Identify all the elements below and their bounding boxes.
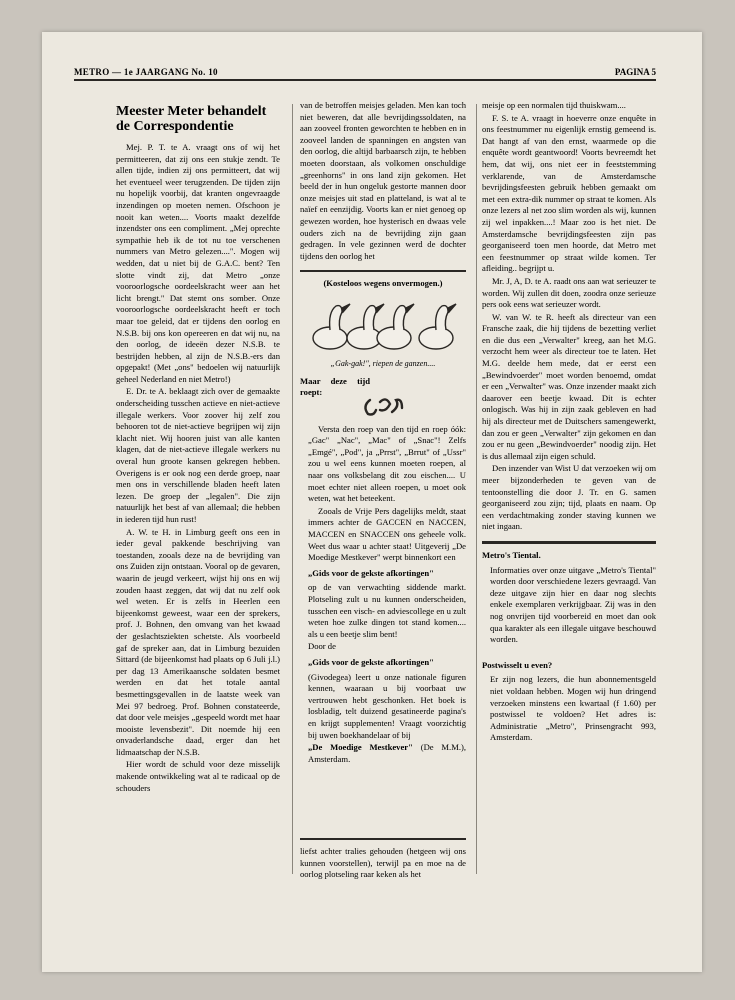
page-header (74, 37, 656, 77)
gids-title: „Gids voor de gekste afkortingen" (308, 567, 434, 578)
publisher-location: (De M.M.), Amsterdam. (308, 742, 466, 764)
publisher-name: „De Moedige Mestkever" (308, 742, 413, 753)
duck-icon (377, 304, 414, 349)
paragraph: E. Dr. te A. beklaagt zich over de gemaakte onderscheiding tusschen actieve en niet-actieve illegale werkers. Voor zoover hij zelf zou behooren tot de niet-actieve begrijpen wij zijn klacht niet. Wij hooren juist van alle kanten klagen, dat de niet-actieve illegale werkers nu overal hun groote kansen gekregen hebben. Overigens is er ook nog een derde groep, naar men ons in verschillende bladen heeft laten lezen. De groep der „legalen". Die zijn natuurlijk het best af van allemaal; die hebben in iederen tijd hun rust! (116, 386, 280, 524)
article-title: Meester Meter behandelt de Correspondentie (116, 104, 267, 134)
paragraph: Informaties over onze uitgave „Metro's Tiental" worden door verschiedene lezers gevraagd. Van deze uitgave zijn hier en daar nog slechts enkele exemplaren verkrijgbaar. Zij was in den nog onvrijen tijd voorbereid en moet dan ook qua karakter als een illegale uitgave beschouwd worden. (490, 564, 656, 645)
letters-doodle-icon (360, 394, 404, 420)
box-rule (300, 270, 466, 272)
postwisselt-heading: Postwisselt u even? (482, 659, 553, 670)
section-rule (482, 541, 656, 544)
paragraph: Hier wordt de schuld voor deze misselijk makende ontwikkeling wat al te radicaal op de schouders (116, 759, 280, 793)
paragraph: Er zijn nog lezers, die hun abonnementsgeld niet voldaan hebben. Mogen wij hun dringend verzoeken minstens een kwartaal (f 1.60) per postwissel te voldoen? Het adres is: Administratie „Metro", Prinsengracht 993, Amsterdam. (490, 674, 656, 743)
paragraph: Mr. J, A, D. te A. raadt ons aan wat serieuzer te worden. Wij zullen dit doen, zoodra onze serieuze pers ook eens wat serieuzer wordt. (482, 275, 656, 310)
paragraph: liefst achter tralies gehouden (hetgeen wij ons kunnen voorstellen), terwijl pa en moe na de oorlog plotseling raar keken als het (300, 846, 466, 880)
header-page-number: PAGINA 5 (614, 67, 656, 77)
paragraph: W. van W. te R. heeft als directeur van een Fransche zaak, die hij tijdens de bezetting verliet en die dus een „Verwalter" kreeg, aan het M.G. verzocht hem weer als directeur toe te laten. Het M.G. deelde hem mede, dat er eerst een „Bewindvoerder" moet worden benoemd, omdat er een „Verwalter" was. Onze inzender maakt zich daarover een beetje kwaad. Dit is echter onlogisch. Was hij in zijn zaak gebleven en had hij als directeur met de Duitschers samengewerkt, dan zou er geen „Verwalter" zijn gekomen en dan zou er nu geen „Bewindvoerder" noodig zijn. Het is dus allemaal zijn eigen schuld. (482, 311, 656, 461)
ducks-caption: „Gak-gak!", riepen de ganzen.... (330, 358, 436, 368)
ducks-illustration (308, 294, 458, 356)
paragraph: op de van verwachting siddende markt. Plotseling zult u nu kunnen onderscheiden, tusschen een visch- en adviescollege en u zult weten hoe zulke dingen tot stand komen.... als u een beetje slim bent! (308, 582, 466, 639)
paragraph: Den inzender van Wist U dat verzoeken wij om meer bijzonderheden te geven van de tentoonstelling die door J. Tr. en G. samen georganiseerd zou zijn; tijd, plaats en naam. Op een verdachtmaking zonder staving kunnen we niet ingaan. (482, 463, 656, 532)
box-title: (Kosteloos wegens onvermogen.) (323, 278, 443, 289)
column-1 (116, 100, 280, 890)
header-rule (74, 79, 656, 81)
header-issue: METRO — 1e JAARGANG No. 10 (74, 67, 218, 77)
paragraph: van de betroffen meisjes geladen. Men kan toch niet beweren, dat alle bevrijdingssoldaten, na aan zooveel fronten geworchten te hebben en in zooveel landen de spanningen en angsten van den oorlog, die altijd barbaarsch zijn, te hebben moeten doorstaan, als volkomen onschuldige „greenhorns" in ons land zijn gekomen. Het beeld der in hun ongeluk gestorte mannen door onze meisjes uit stad en platteland, is wat al te naïef en eenzijdig. Voorts kan er niet genoeg op gewezen worden, hoe hysterisch en dwaas vele ouders zich na de bevrijding zijn gaan gedragen. In vele gezinnen werd de dochter tijdens den oorlog het (300, 100, 466, 261)
column-2 (300, 100, 466, 900)
paragraph: Mej. P. T. te A. vraagt ons of wij het permitteeren, dat zij ons een stukje zendt. Te allen tijde, indien zij ons permitteert, dat wij het eventueel weer terugzenden. De tijden zijn nu hopelijk voorbij, dat kranten ongevraagde inzendingen op moeten nemen. Ofschoon je nooit kan weten.... Voorts maakt dezelfde inzendster ons een compliment. „Mej oprechte sympathie heb ik de tot nu toe verschenen nummers van Metro gelezen....". Mogen wij wedden, dat u niet bij de G.A.C. bent? Ten slotte vindt zij, dat Metro „onze vooroorlogsche oordeelskracht weer aan het licht brengt." Dat stemt ons somber. Onze vooroorlogsche oordeelskracht heeft er toch maar toe geleid, dat er tijdens den oorlog en N.S.B. bij ons kon opereeren en dat wij nu, na den oorlog, de ideeën dezer N.S.B. te bestrijden hebben, al zijn de N.S.B.-ers dan opgepakt! (Met „ons" bedoelen wij natuurlijk geheel Nederland en niet Metro!) (116, 142, 280, 384)
paragraph: Door de (308, 641, 336, 652)
paragraph: Versta den roep van den tijd en roep óók: „Gac" „Nac", „Mac" of „Snac"! Zelfs „Emgé", „Pod", ja „Prrst", „Brrut" of „Ussr" zou u wel eens kunnen moeten roepen, al naar ons volksbelang dit zou eischen.... U moet echter niet alleen roepen, u moet ook weten, wat het beteekent. (308, 423, 466, 504)
paragraph: F. S. te A. vraagt in hoeverre onze enquête in ons feestnummer nu eigenlijk ernstig gemeend is. Dat hangt af van den ernst, waarmede op die enquête wordt geantwoord! Voorts bevreemdt het hem, dat wij, ons niet eer in feeststemming verklarende, van de Amsterdamsche bevrijdingsfeesten gebruik hebben gemaakt om met een extra-dik nummer op straat te komen. Als onze lezers al net zoo slim worden als wij, kunnen zij wel inpakken....! Maar zoo is het niet. De Amsterdamsche bevrijdingsfeesten zijn pas georganiseerd toen men hoorde, dat Metro met een feestnummer op straat wilde komen. Ter afleiding.. begrijpt u. (482, 112, 656, 274)
tientaal-heading: Metro's Tiental. (482, 549, 541, 560)
column-divider (476, 104, 477, 874)
duck-icon (313, 304, 350, 349)
paragraph: (Givodegea) leert u onze nationale figuren kennen, waaraan u bij voorbaat uw vertrouwen hebt geschonken. Het boek is losbladig, telt duizend gesatineerde pagina's en krijgt supplementen! Vraagt voorzichtig bij uwen boekhandelaar of bij (308, 671, 466, 740)
maar-label: Maar deze tijd roept: (300, 375, 370, 398)
paragraph: A. W. te H. in Limburg geeft ons een in ieder geval pakkende beschrijving van toestanden, zooals deze na de bevrijding van ons Zuiden zijn ontstaan. Vooral op de gevaren, waarin de jeugd verkeert, wijst hij ons en wij zouden haast zeggen, dat wij dat nu zelf ook wel weten. Er is zelfs in Heerlen een bijeenkomst geweest, waar een der sprekers, prof. J. Bohnen, den omvang van het kwaad der geslachtsziekten schetste. Als voorbeeld gaf de spreker aan, dat in Limburg bezuiden Sittard (de bijeenkomst had plaats op 6 Juli j.l.) per dag 13 Amerikaansche soldaten besmet werden en dat het totale aantal besmettingsgevallen in de laatste week van Mei 97 bedroeg. Prof. Bohnen constateerde, dat door vele meisjes „gespeeld wordt met haar mooiste levensbezit". Dit noemde hij een onvaderlandsche daad, erger dan het lidmaatschap der N.S.B. (116, 526, 280, 757)
column-3 (482, 100, 656, 900)
gids-title-2: „Gids voor de gekste afkortingen" (308, 656, 434, 667)
duck-icon (419, 304, 456, 349)
paragraph: meisje op een normalen tijd thuiskwam.... (482, 100, 626, 110)
column-2-continuation (300, 838, 466, 882)
paragraph: Zooals de Vrije Pers dagelijks meldt, staat immers achter de GACCEN en NACCEN, MACCEN en SNACCEN ons geheele volk. Weet dus waar u achter staat! Uitgeverij „De Moedige Mestkever" werpt binnenkort een (308, 505, 466, 563)
column-divider (292, 104, 293, 874)
box-rule (300, 838, 466, 840)
